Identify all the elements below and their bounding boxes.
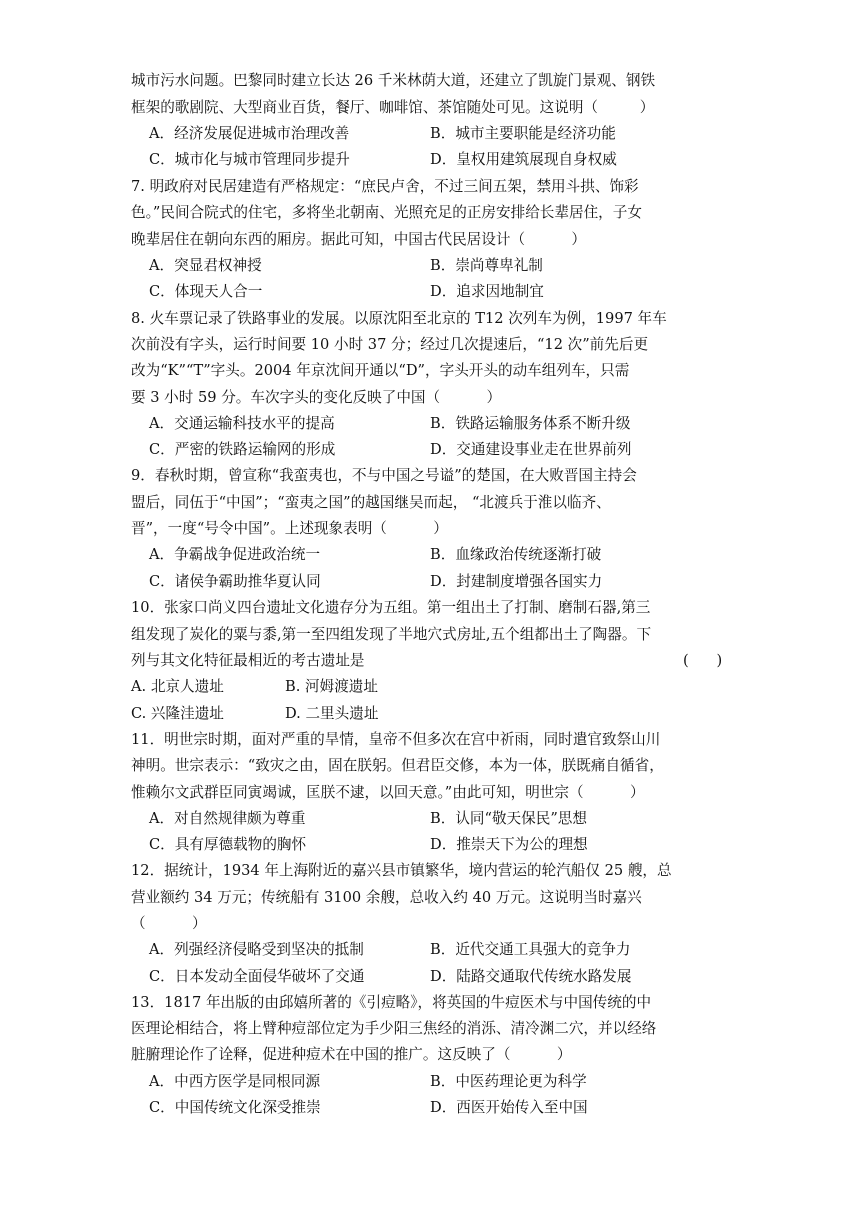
q10-line1: 10．张家口尚义四台遗址文化遗存分为五组。第一组出土了打制、磨制石器,第三: [131, 599, 651, 616]
q13-option-c: C．中国传统文化深受推崇: [149, 1099, 321, 1116]
q11-option-a: A．对自然规律颇为尊重: [149, 810, 306, 827]
q8-line1: 8. 火车票记录了铁路事业的发展。以原沈阳至北京的 T12 次列车为例，1997 年车: [131, 310, 667, 327]
q11-line2: 神明。世宗表示：“致灾之由，固在朕躬。但君臣交修，本为一体，朕既痛自循省，: [131, 757, 664, 774]
q6-line1: 城市污水问题。巴黎同时建立长达 26 千米林荫大道，还建立了凯旋门景观、钢铁: [131, 72, 656, 89]
q12-option-d: D．陆路交通取代传统水路发展: [430, 968, 632, 985]
q10-option-a: A. 北京人遗址: [131, 678, 224, 695]
q8-line3: 改为“K”“T”字头。2004 年京沈间开通以“D”，字头开头的动车组列车，只需: [131, 362, 630, 379]
q7-option-d: D．追求因地制宜: [430, 283, 544, 300]
q10-answer-paren: ( ): [683, 652, 723, 669]
q7-line2: 色。”民间合院式的住宅，多将坐北朝南、光照充足的正房安排给长辈居住，子女: [131, 204, 642, 221]
q9-option-a: A．争霸战争促进政治统一: [149, 546, 321, 563]
q11-option-d: D．推崇天下为公的理想: [430, 836, 588, 853]
q9-option-d: D．封建制度增强各国实力: [430, 573, 603, 590]
q6-option-b: B．城市主要职能是经济功能: [430, 125, 616, 142]
q11-line1: 11．明世宗时期，面对严重的旱情，皇帝不但多次在宫中祈雨，同时遣官致祭山川: [131, 731, 661, 748]
q13-option-b: B．中医药理论更为科学: [430, 1073, 587, 1090]
q13-line2: 医理论相结合，将上臂种痘部位定为手少阳三焦经的消泺、清冷渊二穴，并以经络: [131, 1020, 657, 1037]
q12-line3: （ ）: [131, 915, 207, 932]
q6-option-c: C．城市化与城市管理同步提升: [149, 151, 350, 168]
q8-line4: 要 3 小时 59 分。车次字头的变化反映了中国（ ）: [131, 389, 502, 406]
q13-line3: 脏腑理论作了诠释，促进种痘术在中国的推广。这反映了（ ）: [131, 1046, 572, 1063]
q6-option-d: D．皇权用建筑展现自身权威: [430, 151, 617, 168]
q10-option-c: C. 兴隆洼遗址: [131, 705, 224, 722]
q11-option-b: B．认同“敬天保民”思想: [430, 810, 587, 827]
q11-option-c: C．具有厚德载物的胸怀: [149, 836, 307, 853]
q7-option-b: B．崇尚尊卑礼制: [430, 257, 543, 274]
q10-line2: 组发现了炭化的粟与黍,第一至四组发现了半地穴式房址,五个组都出土了陶器。下: [131, 626, 652, 643]
q9-line2: 盟后，同伍于“中国”；“蛮夷之国”的越国继吴而起， “北渡兵于淮以临齐、: [131, 494, 611, 511]
q12-option-b: B．近代交通工具强大的竞争力: [430, 941, 631, 958]
q12-line2: 营业额约 34 万元；传统船有 3100 余艘，总收入约 40 万元。这说明当时嘉兴: [131, 889, 642, 906]
q6-line2: 框架的歌剧院、大型商业百货，餐厅、咖啡馆、茶馆随处可见。这说明（ ）: [131, 99, 655, 116]
q9-line3: 晋”，一度“号令中国”。上述现象表明（ ）: [131, 520, 448, 537]
q13-option-a: A．中西方医学是同根同源: [149, 1073, 321, 1090]
q12-option-c: C．日本发动全面侵华破坏了交通: [149, 968, 365, 985]
q9-option-c: C．诸侯争霸助推华夏认同: [149, 573, 321, 590]
q10-option-b: B. 河姆渡遗址: [285, 678, 378, 695]
q10-option-d: D. 二里头遗址: [285, 705, 379, 722]
q11-line3: 惟赖尔文武群臣同寅竭诚，匡朕不逮，以回天意。”由此可知，明世宗（ ）: [131, 784, 645, 801]
q7-line3: 晚辈居住在朝向东西的厢房。据此可知，中国古代民居设计（ ）: [131, 231, 587, 248]
q7-option-a: A．突显君权神授: [149, 257, 262, 274]
q6-option-a: A．经济发展促进城市治理改善: [149, 125, 350, 142]
q9-option-b: B．血缘政治传统逐渐打破: [430, 546, 602, 563]
q13-line1: 13．1817 年出版的由邱嬉所著的《引痘略》，将英国的牛痘医术与中国传统的中: [131, 994, 652, 1011]
q8-option-d: D．交通建设事业走在世界前列: [430, 441, 632, 458]
q8-option-c: C．严密的铁路运输网的形成: [149, 441, 336, 458]
q8-line2: 次前没有字头，运行时间要 10 小时 37 分；经过几次提速后，“12 次”前先后更: [131, 336, 649, 353]
q7-line1: 7. 明政府对民居建造有严格规定：“庶民卢舍，不过三间五架，禁用斗拱、饰彩: [131, 178, 639, 195]
q7-option-c: C．体现天人合一: [149, 283, 263, 300]
q12-line1: 12．据统计，1934 年上海附近的嘉兴县市镇繁华，境内营运的轮汽船仅 25 艘，总: [131, 862, 672, 879]
q8-option-a: A．交通运输科技水平的提高: [149, 415, 335, 432]
q9-line1: 9．春秋时期，曾宣称“我蛮夷也，不与中国之号谥”的楚国，在大败晋国主持会: [131, 467, 637, 484]
q13-option-d: D．西医开始传入至中国: [430, 1099, 588, 1116]
q10-line3: 列与其文化特征最相近的考古遗址是: [131, 652, 365, 669]
q8-option-b: B．铁路运输服务体系不断升级: [430, 415, 631, 432]
q12-option-a: A．列强经济侵略受到坚决的抵制: [149, 941, 364, 958]
